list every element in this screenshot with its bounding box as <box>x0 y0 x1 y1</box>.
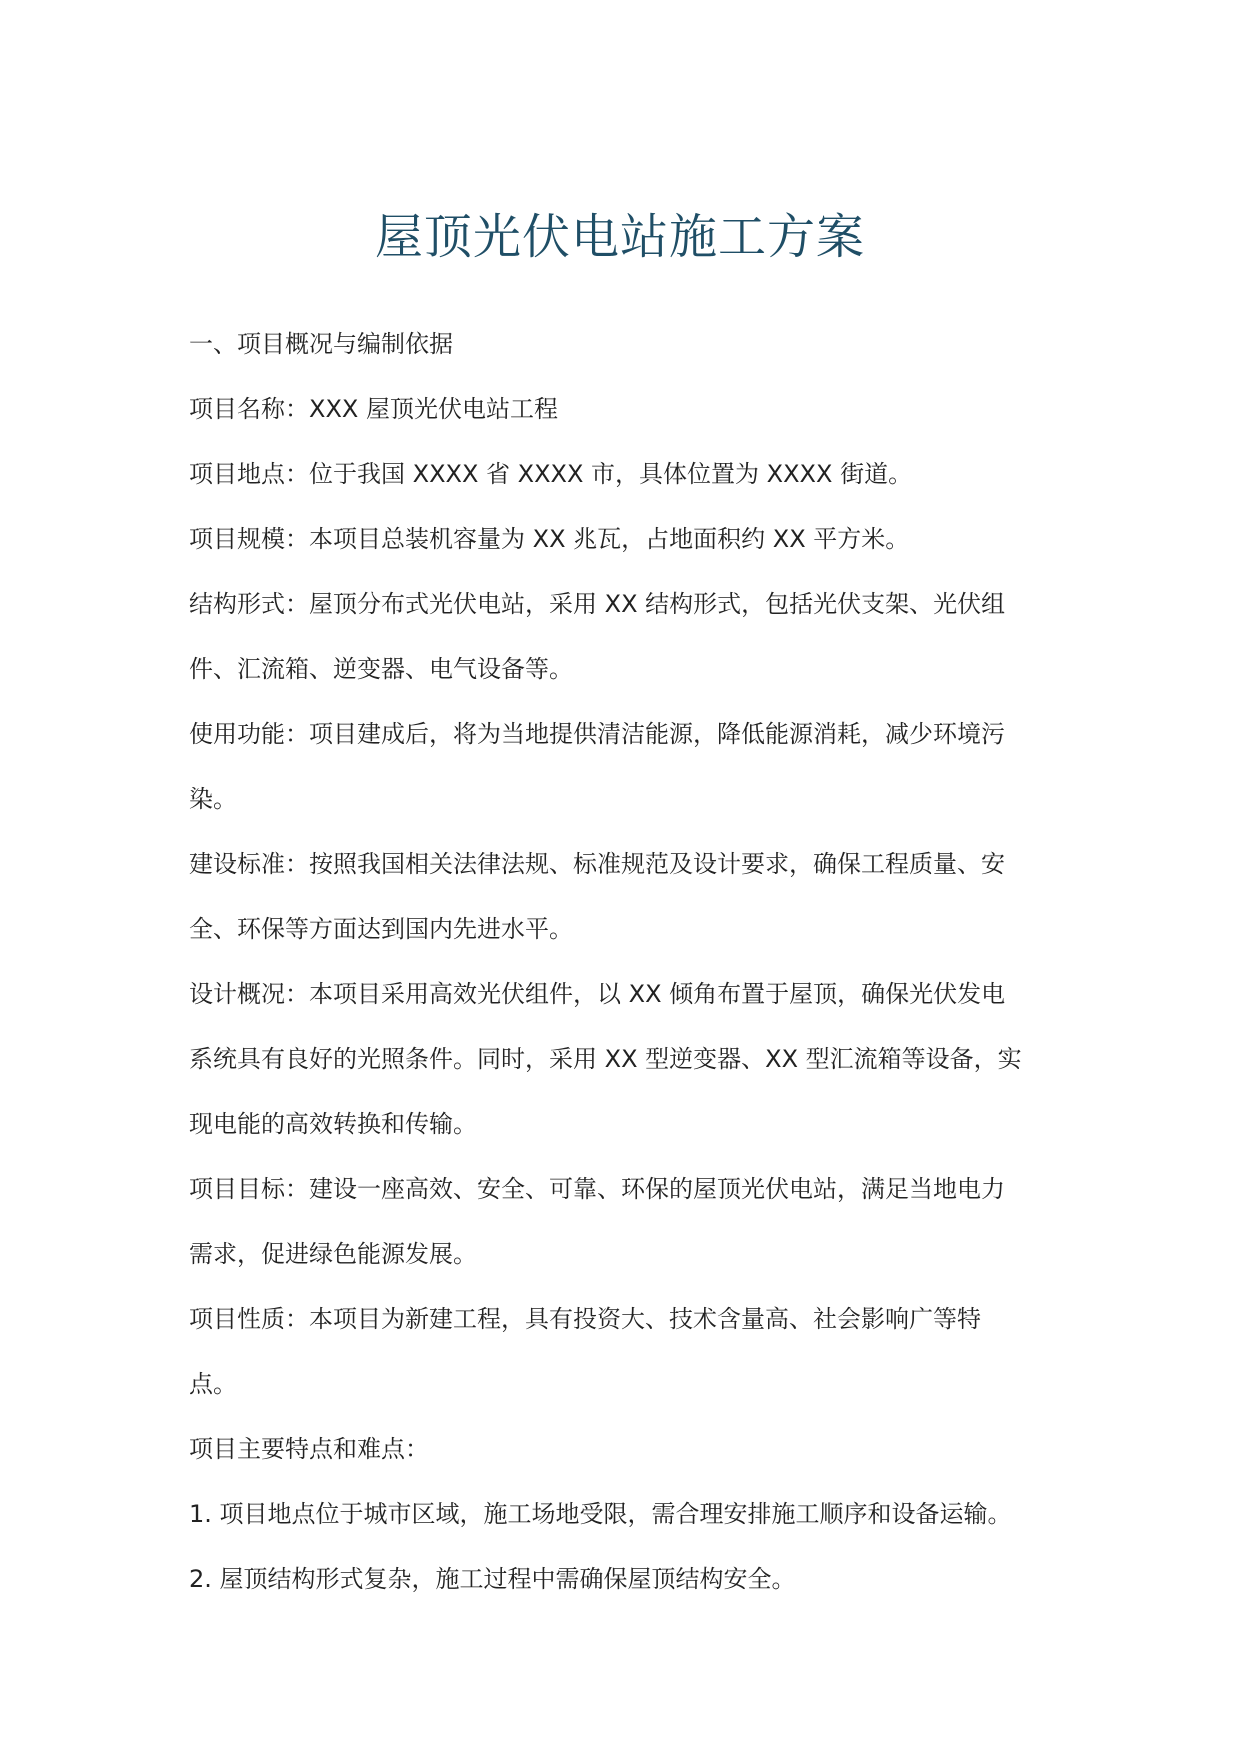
list-item: 1. 项目地点位于城市区域，施工场地受限，需合理安排施工顺序和设备运输。 <box>189 1500 1012 1528</box>
text-line: 使用功能：项目建成后，将为当地提供清洁能源，降低能源消耗，减少环境污 <box>189 720 1005 748</box>
text-line: 需求，促进绿色能源发展。 <box>189 1240 477 1268</box>
document-title: 屋顶光伏电站施工方案 <box>374 209 865 265</box>
text-line: 染。 <box>189 785 237 813</box>
text-line: 件、汇流箱、逆变器、电气设备等。 <box>189 655 573 683</box>
text-line: 结构形式：屋顶分布式光伏电站，采用 XX 结构形式，包括光伏支架、光伏组 <box>189 590 1006 618</box>
list-item: 2. 屋顶结构形式复杂，施工过程中需确保屋顶结构安全。 <box>189 1565 796 1593</box>
text-line: 项目性质：本项目为新建工程，具有投资大、技术含量高、社会影响广等特 <box>189 1305 981 1333</box>
text-line: 项目规模：本项目总装机容量为 XX 兆瓦，占地面积约 XX 平方米。 <box>189 525 910 553</box>
text-line: 全、环保等方面达到国内先进水平。 <box>189 915 573 943</box>
text-line: 系统具有良好的光照条件。同时，采用 XX 型逆变器、XX 型汇流箱等设备，实 <box>189 1045 1022 1073</box>
text-line: 项目主要特点和难点： <box>189 1435 429 1463</box>
text-line: 项目目标：建设一座高效、安全、可靠、环保的屋顶光伏电站，满足当地电力 <box>189 1175 1005 1203</box>
text-line: 建设标准：按照我国相关法律法规、标准规范及设计要求，确保工程质量、安 <box>189 850 1005 878</box>
text-line: 项目地点：位于我国 XXXX 省 XXXX 市，具体位置为 XXXX 街道。 <box>189 460 913 488</box>
document-body <box>189 312 1069 1612</box>
text-line: 设计概况：本项目采用高效光伏组件，以 XX 倾角布置于屋顶，确保光伏发电 <box>189 980 1006 1008</box>
section-heading: 一、项目概况与编制依据 <box>189 330 453 358</box>
text-line: 现电能的高效转换和传输。 <box>189 1110 477 1138</box>
text-line: 点。 <box>189 1370 237 1398</box>
text-line: 项目名称：XXX 屋顶光伏电站工程 <box>189 395 558 423</box>
